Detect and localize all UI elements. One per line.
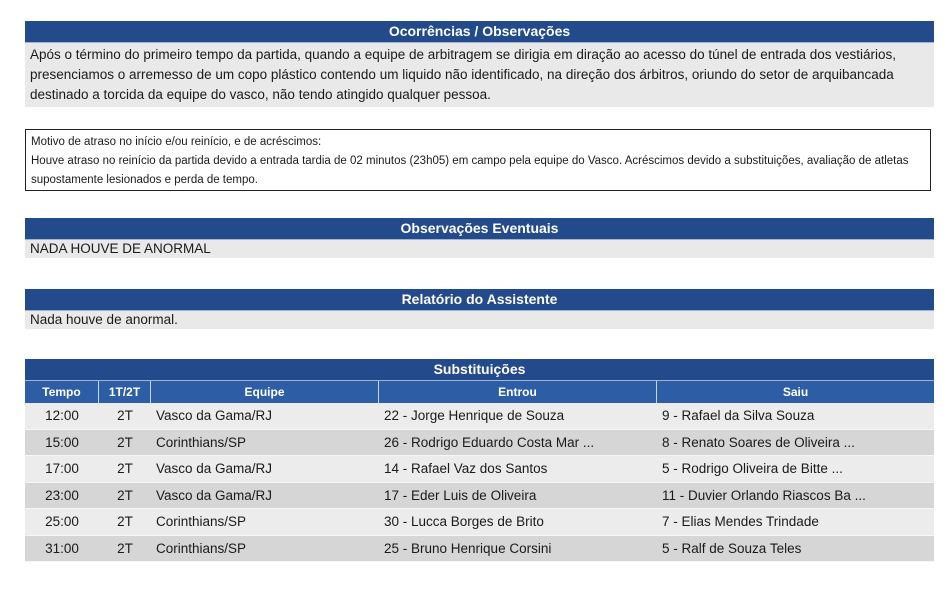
motivo-atraso-box xyxy=(25,129,931,191)
observacoes-eventuais-header: Observações Eventuais xyxy=(25,218,934,240)
motivo-atraso-text: Houve atraso no reinício da partida devido a entrada tardia de 02 minutos (23h05) em campo pela equipe do Vasco. Acréscimos devido a substituições, avaliação de atletas supostamente lesionados e perda de tempo. xyxy=(31,155,909,186)
table-row xyxy=(25,483,934,510)
cell-entrou: 14 - Rafael Vaz dos Santos xyxy=(379,456,657,483)
cell-tempo: 31:00 xyxy=(25,536,99,563)
table-row xyxy=(25,403,934,430)
cell-tempo: 17:00 xyxy=(25,456,99,483)
table-row xyxy=(25,509,934,536)
cell-saiu: 8 - Renato Soares de Oliveira ... xyxy=(657,430,934,457)
cell-saiu: 7 - Elias Mendes Trindade xyxy=(657,509,934,536)
motivo-atraso-label: Motivo de atraso no início e/ou reinício, e de acréscimos: xyxy=(31,136,322,148)
cell-equipe: Corinthians/SP xyxy=(151,536,379,563)
relatorio-assistente-header: Relatório do Assistente xyxy=(25,289,934,311)
relatorio-assistente-text: Nada houve de anormal. xyxy=(25,311,934,329)
ocorrencias-section xyxy=(25,21,934,107)
cell-entrou: 25 - Bruno Henrique Corsini xyxy=(379,536,657,563)
cell-tempo: 25:00 xyxy=(25,509,99,536)
cell-tempo: 12:00 xyxy=(25,403,99,430)
cell-equipe: Corinthians/SP xyxy=(151,509,379,536)
ocorrencias-text: Após o término do primeiro tempo da partida, quando a equipe de arbitragem se dirigia em diração ao acesso do túnel de entrada dos vestiários, presenciamos o arremesso de um copo plástico contendo um liquido não identificado, na direção dos árbitros, oriundo do setor de arquibancada destinado a torcida da equipe do vasco, não tendo atingido qualquer pessoa. xyxy=(25,43,934,107)
col-tempo: Tempo xyxy=(25,381,99,403)
col-saiu: Saiu xyxy=(657,381,934,403)
substituicoes-table xyxy=(25,381,934,562)
col-equipe: Equipe xyxy=(151,381,379,403)
table-row xyxy=(25,536,934,563)
cell-saiu: 11 - Duvier Orlando Riascos Ba ... xyxy=(657,483,934,510)
cell-saiu: 5 - Ralf de Souza Teles xyxy=(657,536,934,563)
cell-periodo: 2T xyxy=(99,456,151,483)
relatorio-assistente-section xyxy=(25,289,934,329)
cell-periodo: 2T xyxy=(99,483,151,510)
col-entrou: Entrou xyxy=(379,381,657,403)
cell-equipe: Corinthians/SP xyxy=(151,430,379,457)
cell-entrou: 30 - Lucca Borges de Brito xyxy=(379,509,657,536)
cell-periodo: 2T xyxy=(99,536,151,563)
cell-equipe: Vasco da Gama/RJ xyxy=(151,403,379,430)
cell-saiu: 9 - Rafael da Silva Souza xyxy=(657,403,934,430)
cell-tempo: 15:00 xyxy=(25,430,99,457)
observacoes-eventuais-text: NADA HOUVE DE ANORMAL xyxy=(25,240,934,258)
cell-entrou: 17 - Eder Luis de Oliveira xyxy=(379,483,657,510)
table-row xyxy=(25,430,934,457)
substituicoes-section xyxy=(25,359,934,562)
cell-periodo: 2T xyxy=(99,509,151,536)
table-header-row xyxy=(25,381,934,403)
cell-entrou: 26 - Rodrigo Eduardo Costa Mar ... xyxy=(379,430,657,457)
table-row xyxy=(25,456,934,483)
ocorrencias-header: Ocorrências / Observações xyxy=(25,21,934,43)
cell-saiu: 5 - Rodrigo Oliveira de Bitte ... xyxy=(657,456,934,483)
cell-periodo: 2T xyxy=(99,403,151,430)
cell-equipe: Vasco da Gama/RJ xyxy=(151,483,379,510)
cell-tempo: 23:00 xyxy=(25,483,99,510)
cell-equipe: Vasco da Gama/RJ xyxy=(151,456,379,483)
cell-entrou: 22 - Jorge Henrique de Souza xyxy=(379,403,657,430)
substituicoes-header: Substituições xyxy=(25,359,934,381)
observacoes-eventuais-section xyxy=(25,218,934,258)
col-periodo: 1T/2T xyxy=(99,381,151,403)
cell-periodo: 2T xyxy=(99,430,151,457)
